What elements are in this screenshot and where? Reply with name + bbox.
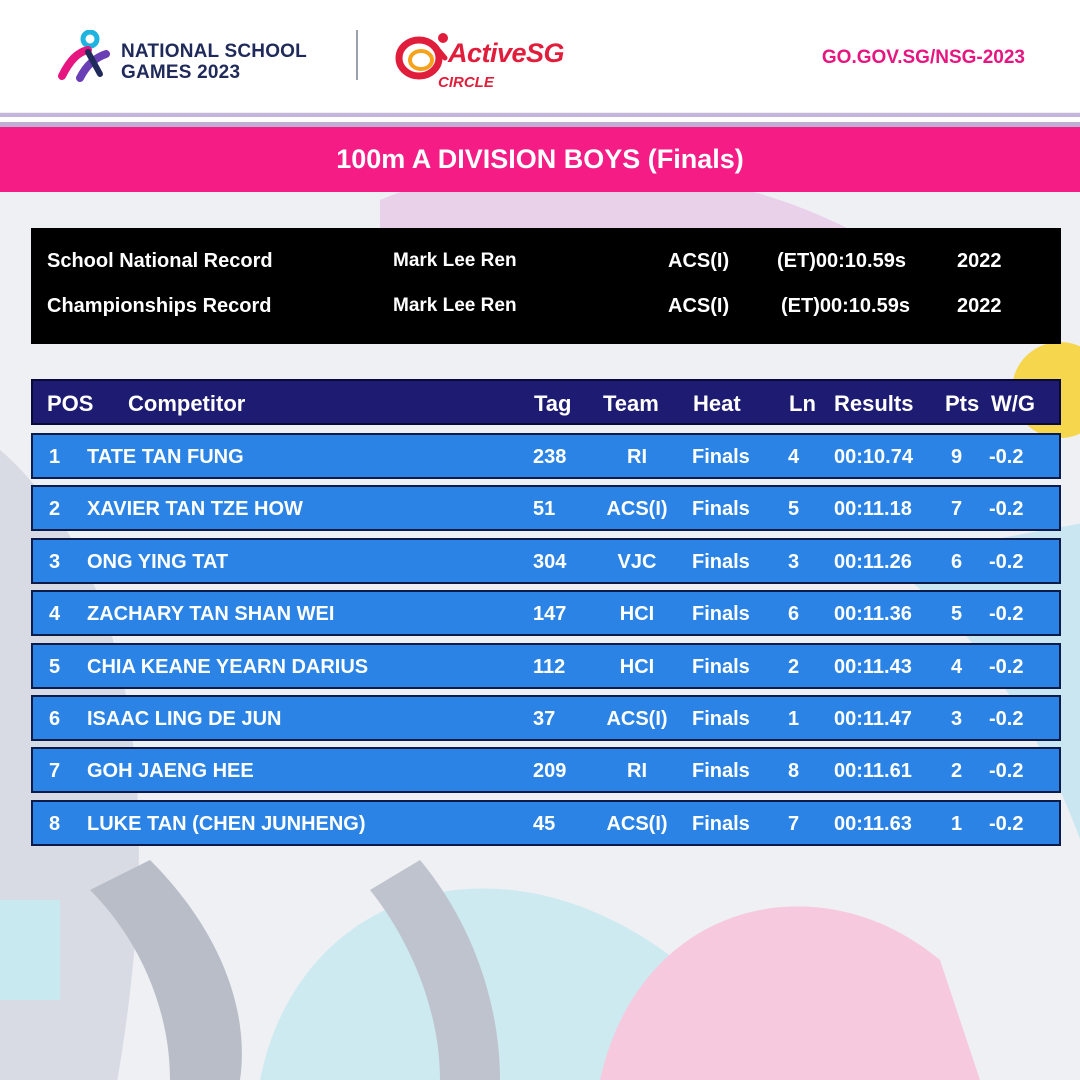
column-header-lane: Ln — [789, 391, 816, 416]
cell-heat: Finals — [692, 498, 750, 520]
cell-wind: -0.2 — [989, 760, 1024, 782]
cell-competitor: GOH JAENG HEE — [87, 760, 254, 782]
column-header-pos: POS — [47, 391, 94, 416]
cell-tag: 147 — [533, 603, 567, 625]
cell-tag: 209 — [533, 760, 567, 782]
cell-pos: 5 — [49, 656, 61, 678]
cell-wind: -0.2 — [989, 498, 1024, 520]
nsg-runner-logo-icon — [56, 30, 118, 82]
cell-competitor: ZACHARY TAN SHAN WEI — [87, 603, 335, 625]
nsg-url-link[interactable]: GO.GOV.SG/NSG-2023 — [821, 47, 1025, 68]
partner-subtitle: CIRCLE — [438, 74, 494, 91]
record-team: ACS(I) — [668, 250, 730, 272]
cell-result: 00:11.47 — [834, 708, 912, 730]
cell-lane: 7 — [788, 813, 800, 835]
table-row — [31, 747, 1061, 793]
cell-pos: 4 — [49, 603, 61, 625]
cell-pos: 8 — [49, 813, 61, 835]
cell-pts: 5 — [951, 603, 963, 625]
event-title-bar — [0, 127, 1080, 192]
table-row — [31, 643, 1061, 689]
cell-pos: 3 — [49, 551, 61, 573]
cell-team: RI — [627, 446, 647, 468]
cell-wind: -0.2 — [989, 551, 1024, 573]
results-table-header — [31, 379, 1061, 425]
record-holder: Mark Lee Ren — [393, 295, 517, 316]
record-team: ACS(I) — [668, 295, 730, 317]
table-row — [31, 695, 1061, 741]
cell-team: ACS(I) — [606, 813, 668, 835]
header-divider — [356, 30, 358, 80]
cell-team: ACS(I) — [606, 708, 668, 730]
cell-team: HCI — [619, 656, 655, 678]
table-row — [31, 590, 1061, 636]
cell-lane: 1 — [788, 708, 800, 730]
cell-competitor: TATE TAN FUNG — [87, 446, 244, 468]
cell-result: 00:11.26 — [834, 551, 912, 573]
column-header-team: Team — [603, 391, 659, 416]
cell-lane: 2 — [788, 656, 800, 678]
cell-pts: 9 — [951, 446, 963, 468]
record-label: Championships Record — [47, 295, 272, 317]
cell-heat: Finals — [692, 813, 750, 835]
cell-pts: 2 — [951, 760, 963, 782]
cell-pos: 6 — [49, 708, 61, 730]
cell-pos: 1 — [49, 446, 61, 468]
cell-competitor: ISAAC LING DE JUN — [87, 708, 282, 730]
cell-lane: 5 — [788, 498, 800, 520]
cell-tag: 238 — [533, 446, 567, 468]
cell-heat: Finals — [692, 760, 750, 782]
cell-result: 00:11.18 — [834, 498, 912, 520]
cell-pos: 7 — [49, 760, 61, 782]
records-box — [31, 228, 1061, 344]
event-title: 100m A DIVISION BOYS (Finals) — [336, 144, 744, 174]
record-time: (ET)00:10.59s — [781, 295, 910, 317]
record-holder: Mark Lee Ren — [393, 250, 517, 271]
record-year: 2022 — [957, 250, 1002, 272]
cell-heat: Finals — [692, 603, 750, 625]
cell-team: VJC — [617, 551, 657, 573]
cell-tag: 112 — [533, 656, 566, 678]
cell-heat: Finals — [692, 446, 750, 468]
cell-result: 00:11.63 — [834, 813, 912, 835]
cell-lane: 4 — [788, 446, 800, 468]
cell-competitor: XAVIER TAN TZE HOW — [87, 498, 303, 520]
cell-competitor: LUKE TAN (CHEN JUNHENG) — [87, 813, 366, 835]
cell-wind: -0.2 — [989, 656, 1024, 678]
cell-pts: 7 — [951, 498, 963, 520]
cell-tag: 51 — [533, 498, 556, 520]
table-row — [31, 538, 1061, 584]
record-row — [31, 250, 1061, 280]
cell-competitor: ONG YING TAT — [87, 551, 229, 573]
cell-result: 00:11.43 — [834, 656, 912, 678]
cell-tag: 304 — [533, 551, 567, 573]
column-header-results: Results — [834, 391, 914, 416]
cell-heat: Finals — [692, 551, 750, 573]
cell-wind: -0.2 — [989, 708, 1024, 730]
cell-result: 00:10.74 — [834, 446, 913, 468]
record-time: (ET)00:10.59s — [777, 250, 906, 272]
record-label: School National Record — [47, 250, 273, 272]
column-header-heat: Heat — [693, 391, 741, 416]
cell-competitor: CHIA KEANE YEARN DARIUS — [87, 656, 369, 678]
cell-pts: 1 — [951, 813, 963, 835]
logo-line-2: GAMES 2023 — [121, 62, 241, 83]
cell-wind: -0.2 — [989, 446, 1024, 468]
cell-pts: 3 — [951, 708, 963, 730]
column-header-tag: Tag — [534, 391, 572, 416]
column-header-wind: W/G — [991, 391, 1035, 416]
cell-team: RI — [627, 760, 647, 782]
cell-result: 00:11.36 — [834, 603, 912, 625]
nsg-wordmark — [121, 41, 307, 83]
cell-tag: 45 — [533, 813, 556, 835]
cell-wind: -0.2 — [989, 603, 1024, 625]
header — [0, 0, 1080, 112]
record-row — [31, 295, 1061, 325]
cell-result: 00:11.61 — [834, 760, 912, 782]
cell-lane: 3 — [788, 551, 800, 573]
table-row — [31, 800, 1061, 846]
cell-heat: Finals — [692, 708, 750, 730]
cell-lane: 6 — [788, 603, 800, 625]
partner-name: ActiveSG — [448, 38, 565, 68]
table-row — [31, 485, 1061, 531]
cell-pts: 6 — [951, 551, 963, 573]
cell-team: HCI — [619, 603, 655, 625]
cell-team: ACS(I) — [606, 498, 668, 520]
table-row — [31, 433, 1061, 479]
logo-line-1: NATIONAL SCHOOL — [121, 41, 307, 62]
cell-tag: 37 — [533, 708, 556, 730]
cell-lane: 8 — [788, 760, 800, 782]
column-header-competitor: Competitor — [128, 391, 246, 416]
record-year: 2022 — [957, 295, 1002, 317]
cell-heat: Finals — [692, 656, 750, 678]
column-header-pts: Pts — [945, 391, 980, 416]
cell-wind: -0.2 — [989, 813, 1024, 835]
cell-pos: 2 — [49, 498, 61, 520]
cell-pts: 4 — [951, 656, 963, 678]
